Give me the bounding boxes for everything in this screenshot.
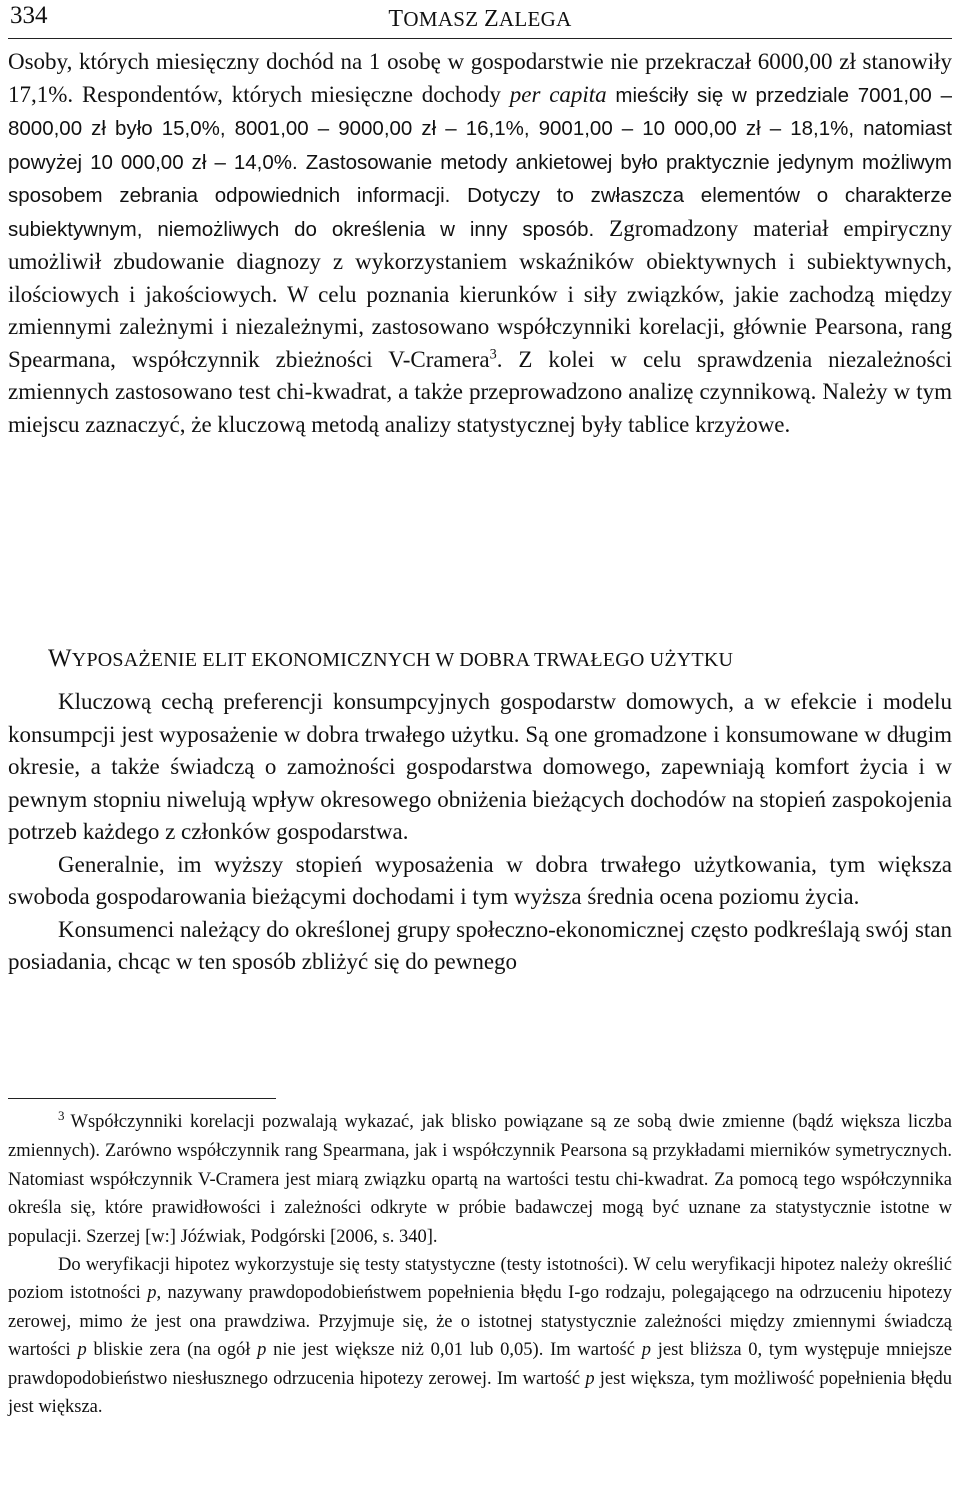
- intro-paragraph: Osoby, których miesięczny dochód na 1 osobę w gospodarstwie nie przekraczał 6000,00 zł stanowiły 17,1%. Respondentów, których miesięczne dochody per capita mieściły się w przedziale 7001,00 – 8000,00 zł było 15,0%, 8001,00 – 9000,00 zł – 16,1%, 9001,00 – 10 000,00 zł – 18,1%, natomiast powyżej 10 000,00 zł – 14,0%. Zastosowanie metody ankietowej było praktycznie jedynym możliwym sposobem zebrania odpowiednich informacji. Dotyczy to zwłaszcza elementów o charakterze subiektywnym, niemożliwych do określenia w inny sposób. Zgromadzony materiał empiryczny umożliwił zbudowanie diagnozy z wykorzystaniem wskaźników obiektywnych i subiektywnych, ilościowych i jakościowych. W celu poznania kierunków i siły związków, jakie zachodzą między zmiennymi zależnymi i niezależnymi, zastosowano współczynniki korelacji, głównie Pearsona, rang Spearmana, współczynnik zbieżności V-Cramera$^3$. Z kolei w celu sprawdzenia niezależności zmiennych zastosowano test chi-kwadrat, a także przeprowadzono analizę czynnikową. Należy w tym miejscu zaznaczyć, że kluczową metodą analizy statystycznej były tablice krzyżowe.: [8, 49, 952, 437]
- section-body: [8, 686, 952, 979]
- section-paragraph: Generalnie, im wyższy stopień wyposażenia w dobra trwałego użytkowania, tym większa swoboda gospodarowania bieżącymi dochodami i tym wyższa średnia ocena poziomu życia.: [8, 851, 952, 909]
- footnotes: [8, 1108, 952, 1421]
- footnote-reference[interactable]: 3: [489, 345, 497, 362]
- running-head-author: TOMASZ ZALEGA: [388, 6, 572, 32]
- page-number: 334: [10, 2, 48, 29]
- footnote-3: $^3$ Współczynniki korelacji pozwalają wykazać, jak blisko powiązane są ze sobą dwie zmienne (bądź większa liczba zmiennych). Zarówno współczynnik rang Spearmana, jak i współczynnik Pearsona są przykładami mierników symetrycznych. Natomiast współczynnik V-Cramera jest miarą związku opartą na wartości testu chi-kwadrat. Za pomocą tego współczynnika określa się, które prawidłowości i zależności odkryte w próbie badawczej mogą być uznane za statystycznie istotne w populacji. Szerzej [w:] Jóźwiak, Podgórski [2006, s. 340].: [8, 1108, 952, 1247]
- section-heading: WYPOSAŻENIE ELIT EKONOMICZNYCH W DOBRA TRWAŁEGO UŻYTKU: [48, 645, 734, 672]
- page-header: [8, 0, 952, 39]
- section-paragraph: Kluczową cechą preferencji konsumpcyjnych gospodarstw domowych, a w efekcie i modelu konsumpcji jest wyposażenie w dobra trwałego użytku. Są one gromadzone i konsumowane w długim okresie, a także świadczą o zamożności gospodarstwa domowego, zapewniają komfort życia i w pewnym stopniu niwelują wpływ okresowego obniżenia bieżących dochodów na stopień zaspokojenia potrzeb każdego z członków gospodarstwa.: [8, 689, 952, 844]
- section-paragraph: Konsumenci należący do określonej grupy społeczno-ekonomicznej często podkreślają swój stan posiadania, chcąc w ten sposób zbliżyć się do pewnego: [8, 916, 952, 974]
- footnote-3-continued: Do weryfikacji hipotez wykorzystuje się testy statystyczne (testy istotności). W celu weryfikacji hipotez należy określić poziom istotności p, nazywany prawdopodobieństwem popełnienia błędu I-go rodzaju, polegającego na odrzuceniu hipotezy zerowej, mimo że jest ona prawdziwa. Przyjmuje się, że o istotnej statystycznie zależności między zmiennymi świadczą wartości p bliskie zera (na ogół p nie jest większe niż 0,01 lub 0,05). Im wartość p jest bliższa 0, tym występuje mniejsze prawdopodobieństwo niesłusznego odrzucenia hipotezy zerowej. Im wartość p jest większa, tym możliwość popełnienia błędu jest większa.: [8, 1255, 952, 1418]
- footnote-separator: [8, 1098, 276, 1099]
- footnote-number: 3: [58, 1108, 65, 1123]
